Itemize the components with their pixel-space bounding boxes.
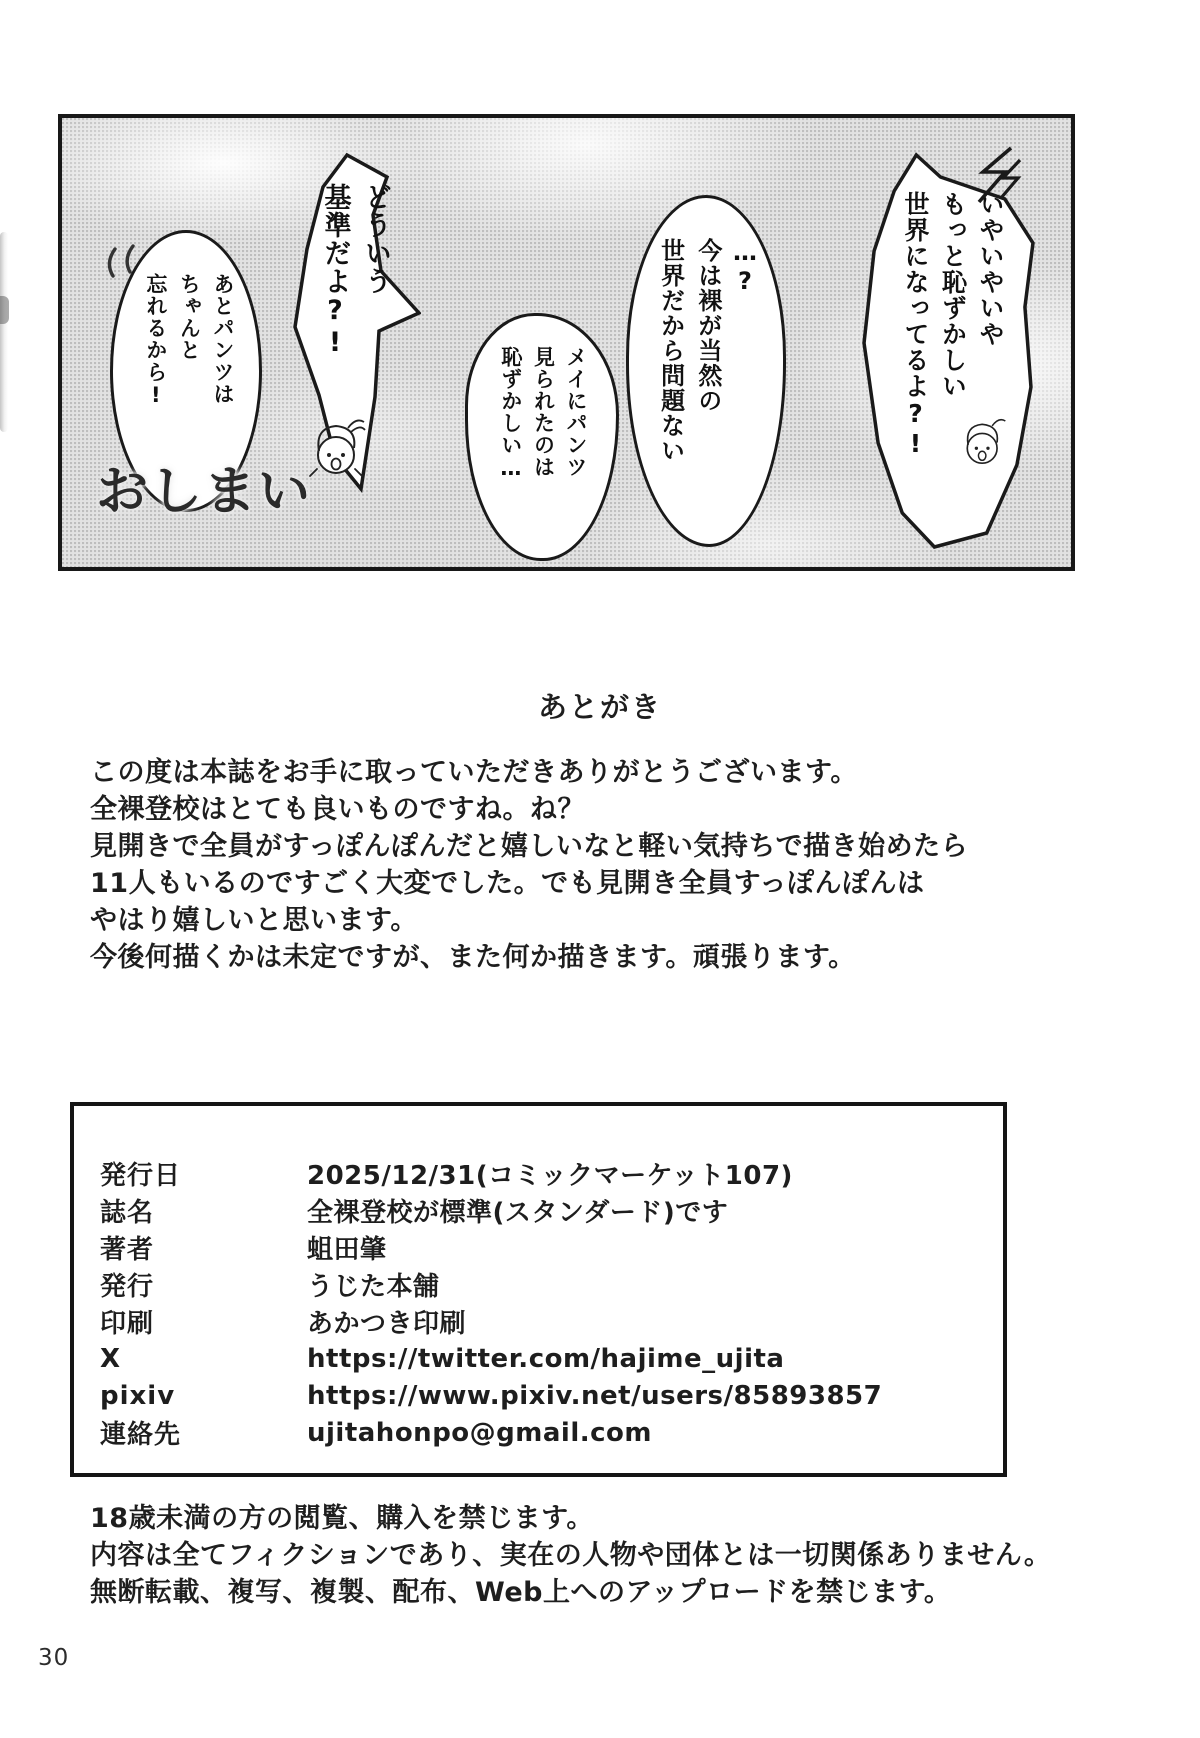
afterword-line: やはり嬉しいと思います。 bbox=[90, 905, 418, 936]
colophon-row bbox=[100, 1192, 985, 1229]
colophon-row bbox=[100, 1414, 985, 1451]
colophon-value: https://twitter.com/hajime_ujita bbox=[307, 1343, 785, 1374]
afterword-paragraph bbox=[90, 754, 1140, 976]
colophon-row bbox=[100, 1266, 985, 1303]
bubble-line: …? bbox=[731, 238, 759, 296]
colophon-box bbox=[70, 1102, 1007, 1477]
colophon-label: 誌名 bbox=[100, 1198, 155, 1228]
bubble-line: 今は裸が当然の bbox=[693, 238, 722, 413]
speech-bubble-3 bbox=[465, 313, 619, 561]
bubble-line: 基準だよ?! bbox=[319, 183, 351, 359]
afterword-title: あとがき bbox=[537, 690, 662, 724]
colophon-label: 印刷 bbox=[100, 1309, 155, 1339]
page-number: 30 bbox=[38, 1645, 70, 1671]
colophon-label: 発行 bbox=[100, 1272, 155, 1302]
colophon-label: 著者 bbox=[100, 1235, 155, 1265]
colophon-value: 2025/12/31(コミックマーケット107) bbox=[307, 1161, 793, 1191]
colophon-value: https://www.pixiv.net/users/85893857 bbox=[307, 1380, 883, 1411]
bubble-line: メイにパンツ bbox=[564, 346, 588, 478]
bubble-line: 見られたのは bbox=[531, 346, 556, 478]
afterword-line: 見開きで全員がすっぽんぽんだと嬉しいなと軽い気持ちで描き始めたら bbox=[90, 831, 969, 862]
afterword-line: 今後何描くかは未定ですが、また何か描きます。頑張ります。 bbox=[90, 942, 856, 973]
bubble-text bbox=[494, 346, 592, 481]
bubble-line: 恥ずかしい… bbox=[498, 346, 523, 481]
bubble-text bbox=[651, 238, 763, 463]
comic-panel bbox=[58, 114, 1075, 571]
colophon-value: ujitahonpo@gmail.com bbox=[307, 1417, 652, 1448]
colophon-value: 全裸登校が標準(スタンダード)です bbox=[307, 1198, 729, 1228]
speech-bubble-4 bbox=[626, 195, 786, 547]
colophon-label: 連絡先 bbox=[100, 1420, 182, 1450]
colophon-value: 蛆田肇 bbox=[307, 1235, 387, 1265]
disclaimer-line: 18歳未満の方の閲覧、購入を禁じます。 bbox=[90, 1503, 594, 1534]
bubble-line: いやいやいや bbox=[976, 191, 1005, 347]
disclaimer bbox=[90, 1500, 1160, 1611]
bubble-line: 世界だから問題ない bbox=[656, 238, 685, 463]
speech-bubble-5 bbox=[858, 147, 1039, 555]
colophon-row bbox=[100, 1340, 985, 1377]
ending-mark: おしまい bbox=[96, 462, 313, 522]
scan-bleedthrough-mark bbox=[0, 296, 9, 324]
bubble-text bbox=[314, 183, 395, 359]
bubble-line: あとパンツは bbox=[211, 273, 235, 405]
bubble-line: ちゃんと bbox=[177, 273, 202, 361]
scan-smudge bbox=[0, 232, 8, 432]
colophon-value: あかつき印刷 bbox=[307, 1309, 467, 1339]
afterword-line: 11人もいるのですごく大変でした。でも見開き全員すっぽんぽんは bbox=[90, 868, 925, 899]
flash-mark-icon bbox=[973, 144, 1025, 208]
bubble-line: どういう bbox=[360, 183, 391, 295]
disclaimer-line: 無断転載、複写、複製、配布、Web上へのアップロードを禁じます。 bbox=[90, 1577, 952, 1608]
colophon-label: 発行日 bbox=[100, 1161, 182, 1191]
afterword-line: この度は本誌をお手に取っていただきありがとうございます。 bbox=[90, 757, 858, 788]
colophon-row bbox=[100, 1303, 985, 1340]
bubble-text bbox=[138, 273, 239, 408]
colophon-label: pixiv bbox=[100, 1380, 176, 1411]
bubble-line: 忘れるから! bbox=[143, 273, 168, 408]
disclaimer-line: 内容は全てフィクションであり、実在の人物や団体とは一切関係ありません。 bbox=[90, 1540, 1052, 1571]
chibi-face-icon bbox=[959, 415, 1007, 475]
colophon-row bbox=[100, 1229, 985, 1266]
colophon-row bbox=[100, 1377, 985, 1414]
bubble-line: 世界になってるよ?! bbox=[901, 191, 930, 459]
bubble-line: もっと恥ずかしい bbox=[938, 191, 968, 399]
afterword-line: 全裸登校はとても良いものですね。ね？ bbox=[90, 794, 585, 825]
colophon-value: うじた本舗 bbox=[307, 1272, 440, 1302]
colophon-label: X bbox=[100, 1343, 122, 1374]
chibi-face-icon bbox=[308, 415, 366, 487]
colophon-row bbox=[100, 1155, 985, 1192]
